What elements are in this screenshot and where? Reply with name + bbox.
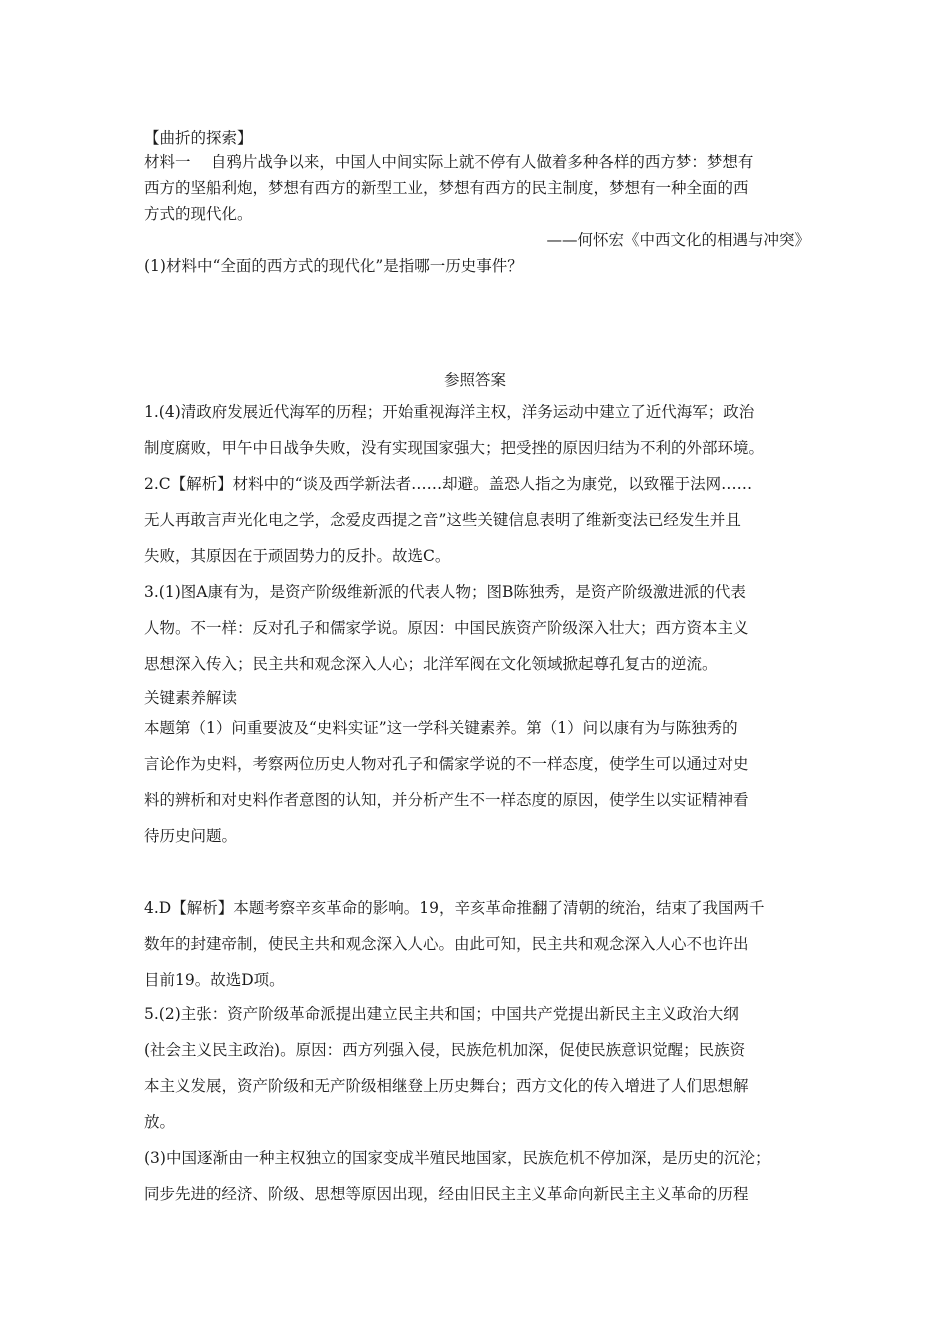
answer-line: (3)中国逐渐由一种主权独立的国家变成半殖民地国家，民族危机不停加深，是历史的沉沦； bbox=[144, 1149, 771, 1167]
answer-line: 思想深入传入；民主共和观念深入人心；北洋军阀在文化领域掀起尊孔复古的逆流。 bbox=[144, 655, 718, 673]
answer-line: 本主义发展，资产阶级和无产阶级相继登上历史舞台；西方文化的传入增进了人们思想解 bbox=[144, 1077, 749, 1095]
material-line: 材料一 自鸦片战争以来，中国人中间实际上就不停有人做着多种各样的西方梦：梦想有 bbox=[144, 153, 754, 171]
section-header: 【曲折的探索】 bbox=[144, 129, 253, 147]
answer-line: 无人再敢言声光化电之学，念爱皮西提之音”这些关键信息表明了维新变法已经发生并且 bbox=[144, 511, 741, 529]
answer-line: 言论作为史料，考察两位历史人物对孔子和儒家学说的不一样态度，使学生可以通过对史 bbox=[144, 755, 749, 773]
answer-line: 2.C【解析】材料中的“谈及西学新法者……却避。盖恐人指之为康党，以致罹于法网…… bbox=[144, 475, 753, 493]
answer-line: 待历史问题。 bbox=[144, 827, 238, 845]
answer-line: 制度腐败，甲午中日战争失败，没有实现国家强大；把受挫的原因归结为不利的外部环境。 bbox=[144, 439, 765, 457]
material-line: 方式的现代化。 bbox=[144, 205, 253, 223]
answer-line: 1.(4)清政府发展近代海军的历程；开始重视海洋主权，洋务运动中建立了近代海军；政治 bbox=[144, 403, 755, 421]
answer-line: 5.(2)主张：资产阶级革命派提出建立民主共和国；中国共产党提出新民主主义政治大纲 bbox=[144, 1005, 739, 1023]
answer-line: (社会主义民主政治)。原因：西方列强入侵，民族危机加深，促使民族意识觉醒；民族资 bbox=[144, 1041, 746, 1059]
material-source: ——何怀宏《中西文化的相遇与冲突》 bbox=[546, 231, 810, 249]
answer-line: 3.(1)图A康有为，是资产阶级维新派的代表人物；图B陈独秀，是资产阶级激进派的代表 bbox=[144, 583, 746, 601]
answer-line: 目前19。故选D项。 bbox=[144, 971, 285, 989]
answer-line: 失败，其原因在于顽固势力的反扑。故选C。 bbox=[144, 547, 451, 565]
question-text: (1)材料中“全面的西方式的现代化”是指哪一历史事件？ bbox=[144, 257, 523, 275]
answer-line: 本题第（1）问重要波及“史料实证”这一学科关键素养。第（1）问以康有为与陈独秀的 bbox=[144, 719, 738, 737]
answer-line: 放。 bbox=[144, 1113, 176, 1131]
answer-line: 数年的封建帝制，使民主共和观念深入人心。由此可知，民主共和观念深入人心不也许出 bbox=[144, 935, 749, 953]
answer-line: 4.D【解析】本题考察辛亥革命的影响。19，辛亥革命推翻了清朝的统治，结束了我国两千 bbox=[144, 899, 765, 917]
subsection-heading: 关键素养解读 bbox=[144, 689, 238, 707]
answer-line: 人物。不一样：反对孔子和儒家学说。原因：中国民族资产阶级深入壮大；西方资本主义 bbox=[144, 619, 749, 637]
answer-line: 料的辨析和对史料作者意图的认知，并分析产生不一样态度的原因，使学生以实证精神看 bbox=[144, 791, 749, 809]
answer-line: 同步先进的经济、阶级、思想等原因出现，经由旧民主主义革命向新民主主义革命的历程 bbox=[144, 1185, 749, 1203]
material-line: 西方的坚船利炮，梦想有西方的新型工业，梦想有西方的民主制度，梦想有一种全面的西 bbox=[144, 179, 749, 197]
answers-title: 参照答案 bbox=[443, 371, 506, 389]
